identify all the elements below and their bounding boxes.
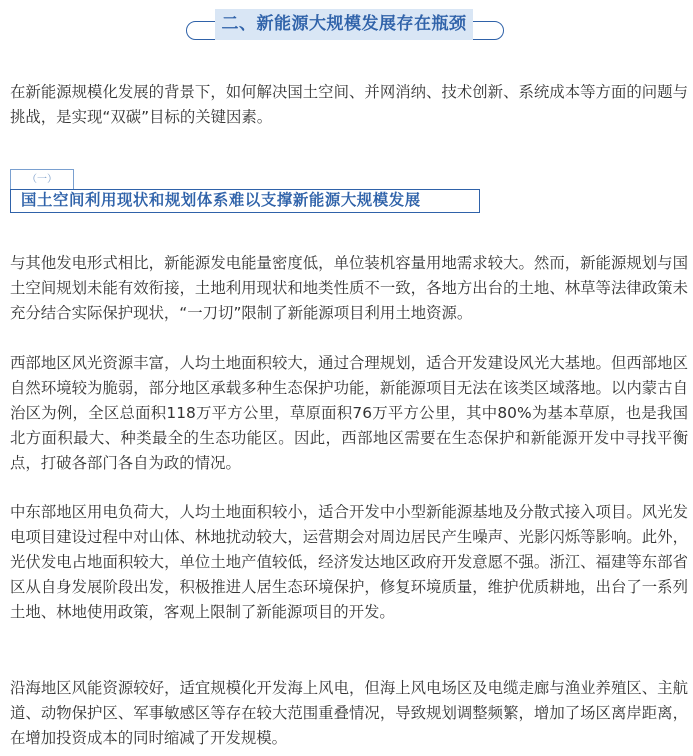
body-paragraph: 与其他发电形式相比，新能源发电能量密度低，单位装机容量用地需求较大。然而，新能源规划与国土空间规划未能有效衔接，土地利用现状和地类性质不一致，各地方出台的土地、林草等法律政策未充分结合实际保护现状，“一刀切”限制了新能源项目利用土地资源。 bbox=[10, 254, 688, 322]
intro-paragraph: 在新能源规模化发展的背景下，如何解决国土空间、并网消纳、技术创新、系统成本等方面的问题与挑战，是实现“双碳”目标的关键因素。 bbox=[10, 83, 688, 126]
section-title: 二、新能源大规模发展存在瓶颈 bbox=[221, 14, 467, 34]
subsection-title: 国土空间利用现状和规划体系难以支撑新能源大规模发展 bbox=[10, 189, 480, 213]
subsection-number: （一） bbox=[10, 169, 74, 189]
subsection-header bbox=[10, 169, 480, 215]
body-paragraph: 中东部地区用电负荷大，人均土地面积较小，适合开发中小型新能源基地及分散式接入项目。风光发电项目建设过程中对山体、林地扰动较大，运营期会对周边居民产生噪声、光影闪烁等影响。此外，光伏发电占地面积较大，单位土地产值较低，经济发达地区政府开发意愿不强。浙江、福建等东部省区从自身发展阶段出发，积极推进人居生态环境保护，修复环境质量，维护优质耕地，出台了一系列土地、林地使用政策，客观上限制了新能源项目的开发。 bbox=[10, 503, 688, 621]
body-paragraph: 沿海地区风能资源较好，适宜规模化开发海上风电，但海上风电场区及电缆走廊与渔业养殖区、主航道、动物保护区、军事敏感区等存在较大范围重叠情况，导致规划调整频繁，增加了场区离岸距离，在增加投资成本的同时缩减了开发规模。 bbox=[10, 679, 688, 747]
section-header bbox=[186, 9, 506, 43]
body-paragraph: 西部地区风光资源丰富，人均土地面积较大，通过合理规划，适合开发建设风光大基地。但西部地区自然环境较为脆弱，部分地区承载多种生态保护功能，新能源项目无法在该类区域落地。以内蒙古自治区为例，全区总面积118万平方公里，草原面积76万平方公里，其中80%为基本草原，也是我国北方面积最大、种类最全的生态功能区。因此，西部地区需要在生态保护和新能源开发中寻找平衡点，打破各部门各自为政的情况。 bbox=[10, 354, 688, 472]
